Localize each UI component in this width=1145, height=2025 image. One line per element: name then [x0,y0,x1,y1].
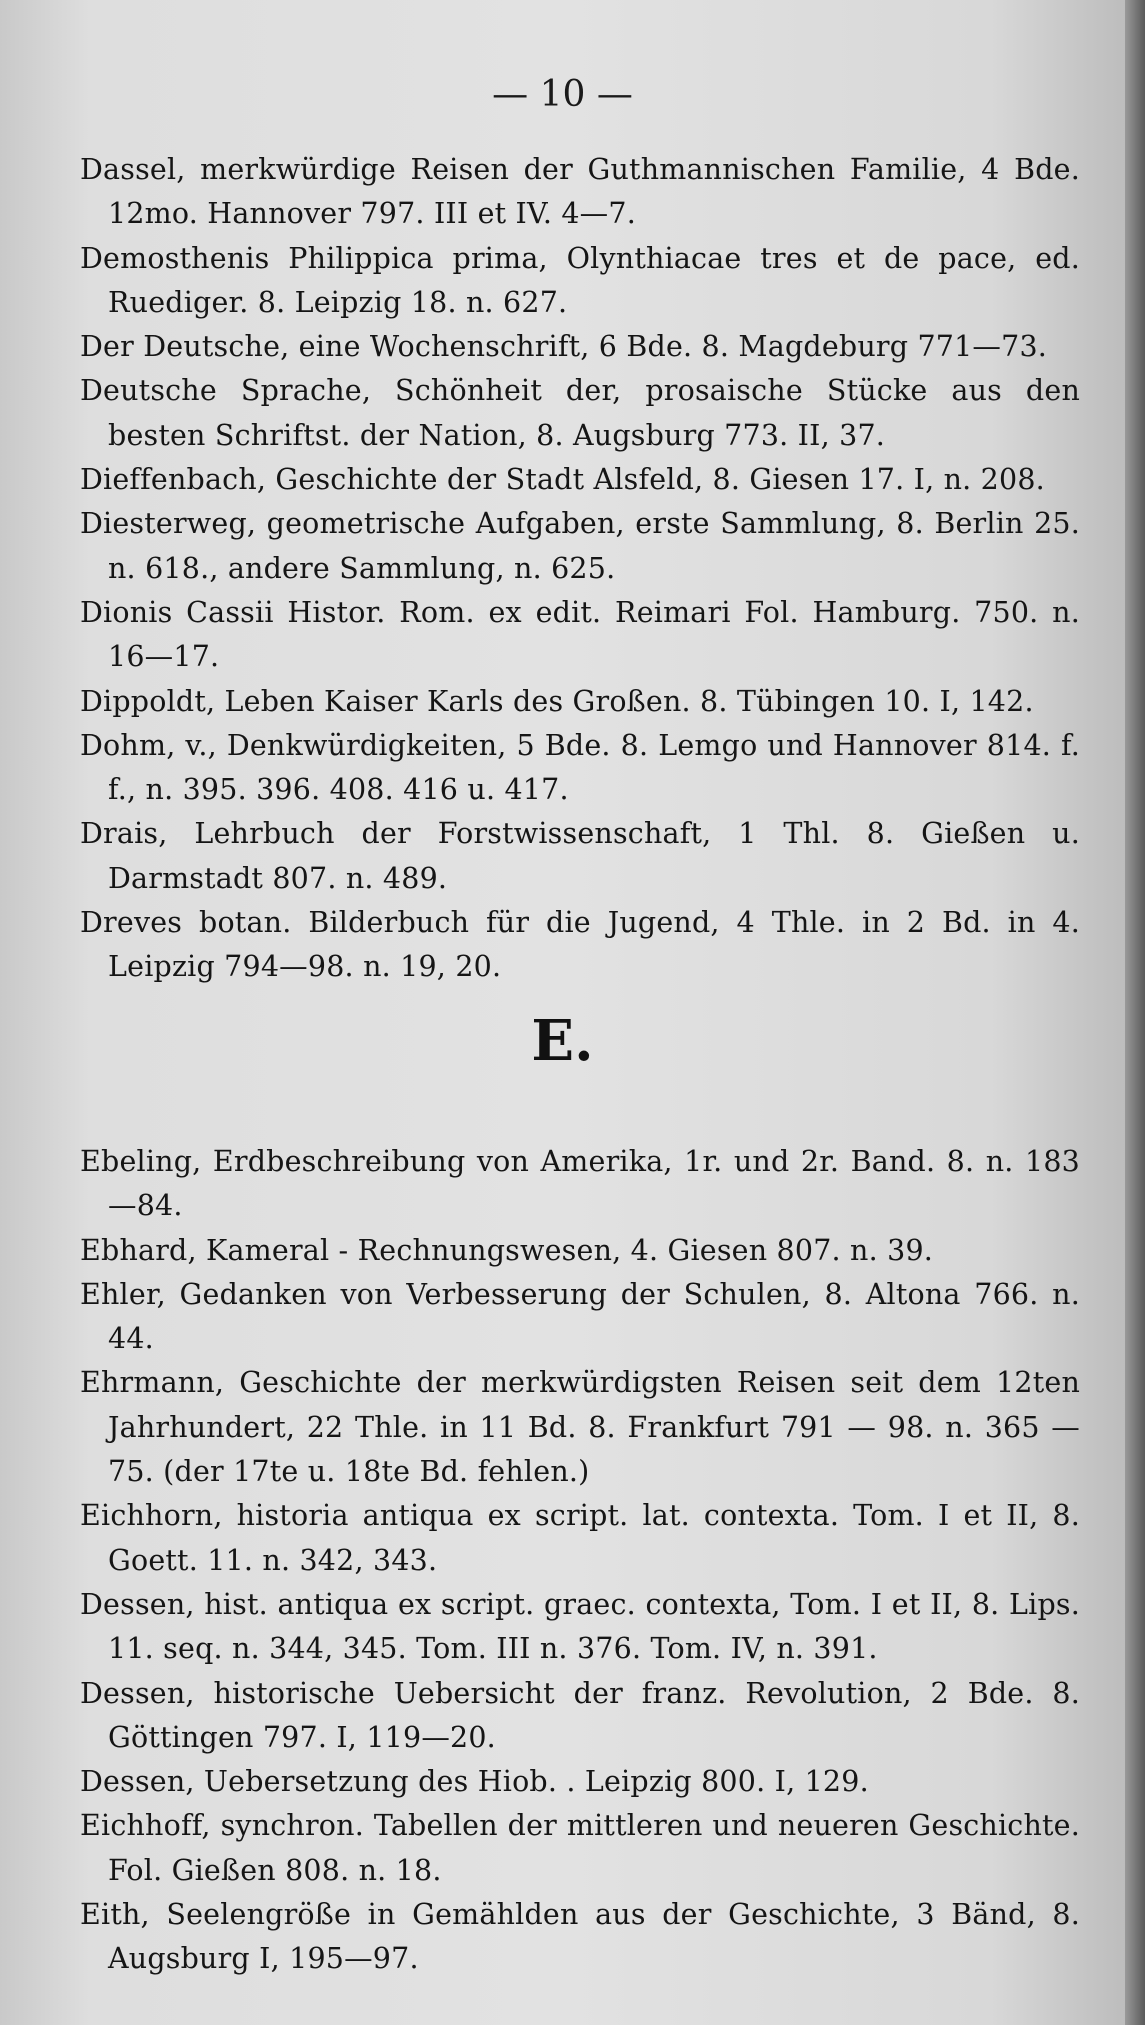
list-item: Eichhorn, historia antiqua ex script. lat. contexta. Tom. I et II, 8. Goett. 11. n. 342, 343. [80,1499,1080,1577]
list-item: Dohm, v., Denkwürdigkeiten, 5 Bde. 8. Lemgo und Hannover 814. f. f., n. 395. 396. 408. 416 u. 417. [80,728,1080,807]
list-item: Dessen, Uebersetzung des Hiob. . Leipzig 800. I, 129. [80,1765,869,1799]
list-item: Dieffenbach, Geschichte der Stadt Alsfeld, 8. Giesen 17. I, n. 208. [80,463,1045,497]
section-letter: E. [531,1008,594,1074]
list-item: Drais, Lehrbuch der Forstwissenschaft, 1 Thl. 8. Gießen u. Darmstadt 807. n. 489. [80,817,1080,895]
list-item: Eichhoff, synchron. Tabellen der mittleren und neueren Geschichte. Fol. Gießen 808. n. 18. [80,1809,1080,1887]
list-item: Dessen, hist. antiqua ex script. graec. contexta, Tom. I et II, 8. Lips. 11. seq. n. 344, 345. Tom. III n. 376. Tom. IV, n. 391. [80,1587,1080,1666]
list-item: Demosthenis Philippica prima, Olynthiacae tres et de pace, ed. Ruediger. 8. Leipzig 18. n. 627. [80,241,1080,319]
list-item: Ehrmann, Geschichte der merkwürdigsten Reisen seit dem 12ten Jahrhundert, 22 Thle. in 11 Bd. 8. Frankfurt 791 — 98. n. 365 — 75. (der 17te u. 18te Bd. fehlen.) [80,1366,1080,1489]
list-item: Ebhard, Kameral - Rechnungswesen, 4. Giesen 807. n. 39. [80,1233,934,1267]
list-item: Eith, Seelengröße in Gemählden aus der Geschichte, 3 Bänd, 8. Augsburg I, 195—97. [80,1898,1080,1976]
page-edge-shadow [1125,0,1145,2025]
page-number: — 10 — [492,74,633,115]
list-item: Ehler, Gedanken von Verbesserung der Schulen, 8. Altona 766. n. 44. [80,1277,1080,1356]
list-item: Dippoldt, Leben Kaiser Karls des Großen. 8. Tübingen 10. I, 142. [80,684,1034,718]
list-item: Der Deutsche, eine Wochenschrift, 6 Bde. 8. Magdeburg 771—73. [80,330,1048,364]
list-item: Dassel, merkwürdige Reisen der Guthmannischen Familie, 4 Bde. 12mo. Hannover 797. III et IV. 4—7. [80,153,1080,231]
list-item: Dionis Cassii Histor. Rom. ex edit. Reimari Fol. Hamburg. 750. n. 16—17. [80,595,1080,674]
entry-list-d [80,148,1080,990]
list-item: Dreves botan. Bilderbuch für die Jugend, 4 Thle. in 2 Bd. in 4. Leipzig 794—98. n. 19, 20. [80,906,1080,984]
list-item: Deutsche Sprache, Schönheit der, prosaische Stücke aus den besten Schriftst. der Nation, 8. Augsburg 773. II, 37. [80,374,1080,452]
list-item: Diesterweg, geometrische Aufgaben, erste Sammlung, 8. Berlin 25. n. 618., andere Sammlung, n. 625. [80,507,1080,585]
entry-list-e [80,1140,1080,1982]
list-item: Ebeling, Erdbeschreibung von Amerika, 1r. und 2r. Band. 8. n. 183—84. [80,1145,1080,1223]
list-item: Dessen, historische Uebersicht der franz. Revolution, 2 Bde. 8. Göttingen 797. I, 119—20. [80,1676,1080,1754]
